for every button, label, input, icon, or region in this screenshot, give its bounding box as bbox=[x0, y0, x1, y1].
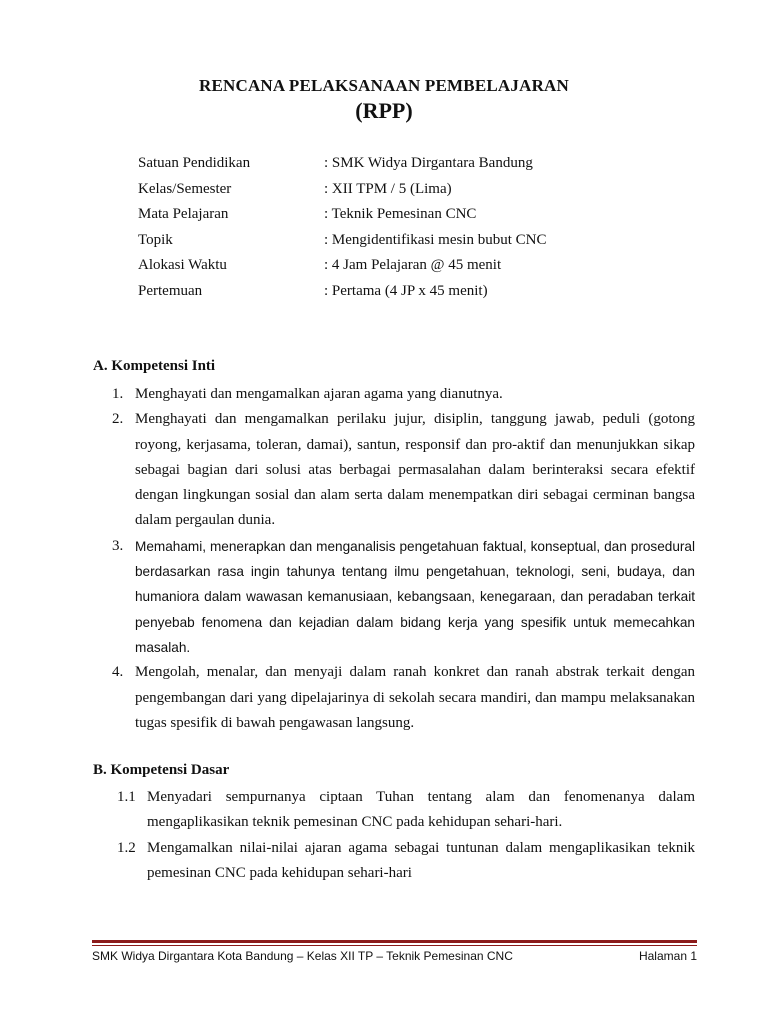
list-item bbox=[93, 785, 695, 836]
info-table bbox=[138, 155, 547, 308]
item-number: 1.2 bbox=[117, 839, 136, 856]
kompetensi-dasar-list bbox=[93, 785, 695, 886]
info-value: : SMK Widya Dirgantara Bandung bbox=[324, 155, 533, 171]
page-footer bbox=[92, 949, 697, 963]
item-text: Menghayati dan mengamalkan ajaran agama yang dianutnya. bbox=[135, 386, 503, 402]
info-label: Kelas/Semester bbox=[138, 180, 232, 197]
item-number: 1. bbox=[112, 386, 124, 402]
item-number: 3. bbox=[112, 537, 124, 554]
info-value: : XII TPM / 5 (Lima) bbox=[324, 180, 452, 197]
info-label: Alokasi Waktu bbox=[138, 257, 227, 273]
list-item bbox=[93, 660, 695, 736]
list-item bbox=[93, 382, 695, 407]
list-item bbox=[93, 836, 695, 887]
item-number: 2. bbox=[112, 411, 124, 428]
info-value: : 4 Jam Pelajaran @ 45 menit bbox=[324, 257, 502, 273]
item-text: Memahami, menerapkan dan menganalisis pengetahuan faktual, konseptual, dan prosedural berdasarkan rasa ingin tahunya tentang ilmu pengetahuan, teknologi, seni, budaya, dan humaniora dalam wawasan kemanusiaan, kebangsaan, kenegaraan, dan peradaban terkait penyebab fenomena dan kejadian dalam bidang kerja yang spesifik untuk memecahkan masalah. bbox=[135, 538, 695, 655]
item-text: Mengolah, menalar, dan menyaji dalam ranah konkret dan ranah abstrak terkait dengan pengembangan dari yang dipelajarinya di sekolah secara mandiri, dan mampu melaksanakan tugas spesifik di bawah pengawasan langsung. bbox=[135, 664, 695, 731]
section-heading-kompetensi-inti: A. Kompetensi Inti bbox=[93, 358, 216, 374]
info-row-kelas bbox=[138, 181, 547, 207]
item-text: Menyadari sempurnanya ciptaan Tuhan tentang alam dan fenomenanya dalam mengaplikasikan teknik pemesinan CNC pada kehidupan sehari-hari. bbox=[147, 789, 695, 831]
item-number: 1.1 bbox=[117, 789, 136, 805]
info-value: : Mengidentifikasi mesin bubut CNC bbox=[324, 231, 547, 248]
info-label: Topik bbox=[138, 231, 173, 248]
document-subtitle: (RPP) bbox=[355, 98, 413, 123]
info-value: : Teknik Pemesinan CNC bbox=[324, 206, 477, 222]
info-row-pertemuan bbox=[138, 283, 547, 309]
document-title: RENCANA PELAKSANAAN PEMBELAJARAN bbox=[198, 76, 570, 95]
item-text: Menghayati dan mengamalkan perilaku jujur, disiplin, tanggung jawab, peduli (gotong royong, kerjasama, toleran, damai), santun, responsif dan pro-aktif dan menunjukkan sikap sebagai bagian dari solusi atas berbagai permasalahan dalam berinteraksi secara efektif dengan lingkungan sosial dan alam serta dalam menempatkan diri sebagai cerminan bangsa dalam pergaulan dunia. bbox=[135, 411, 695, 529]
section-heading-kompetensi-dasar: B. Kompetensi Dasar bbox=[93, 762, 230, 778]
info-row-mapel bbox=[138, 206, 547, 232]
info-row-alokasi bbox=[138, 257, 547, 283]
item-text: Mengamalkan nilai-nilai ajaran agama sebagai tuntunan dalam mengaplikasikan teknik pemesinan CNC pada kehidupan sehari-hari bbox=[147, 839, 695, 881]
kompetensi-inti-list bbox=[93, 382, 695, 736]
page-number: Halaman 1 bbox=[638, 949, 697, 963]
item-number: 4. bbox=[112, 664, 124, 681]
list-item bbox=[93, 407, 695, 533]
info-row-topik bbox=[138, 232, 547, 258]
footer-text: SMK Widya Dirgantara Kota Bandung – Kelas XII TP – Teknik Pemesinan CNC bbox=[92, 949, 513, 963]
info-label: Satuan Pendidikan bbox=[138, 155, 251, 171]
list-item bbox=[93, 534, 695, 660]
info-label: Mata Pelajaran bbox=[138, 206, 229, 222]
info-value: : Pertama (4 JP x 45 menit) bbox=[324, 282, 488, 299]
footer-rule-thick bbox=[92, 940, 697, 943]
footer-rule-thin bbox=[92, 945, 697, 946]
info-row-satuan bbox=[138, 155, 547, 181]
info-label: Pertemuan bbox=[138, 282, 203, 299]
